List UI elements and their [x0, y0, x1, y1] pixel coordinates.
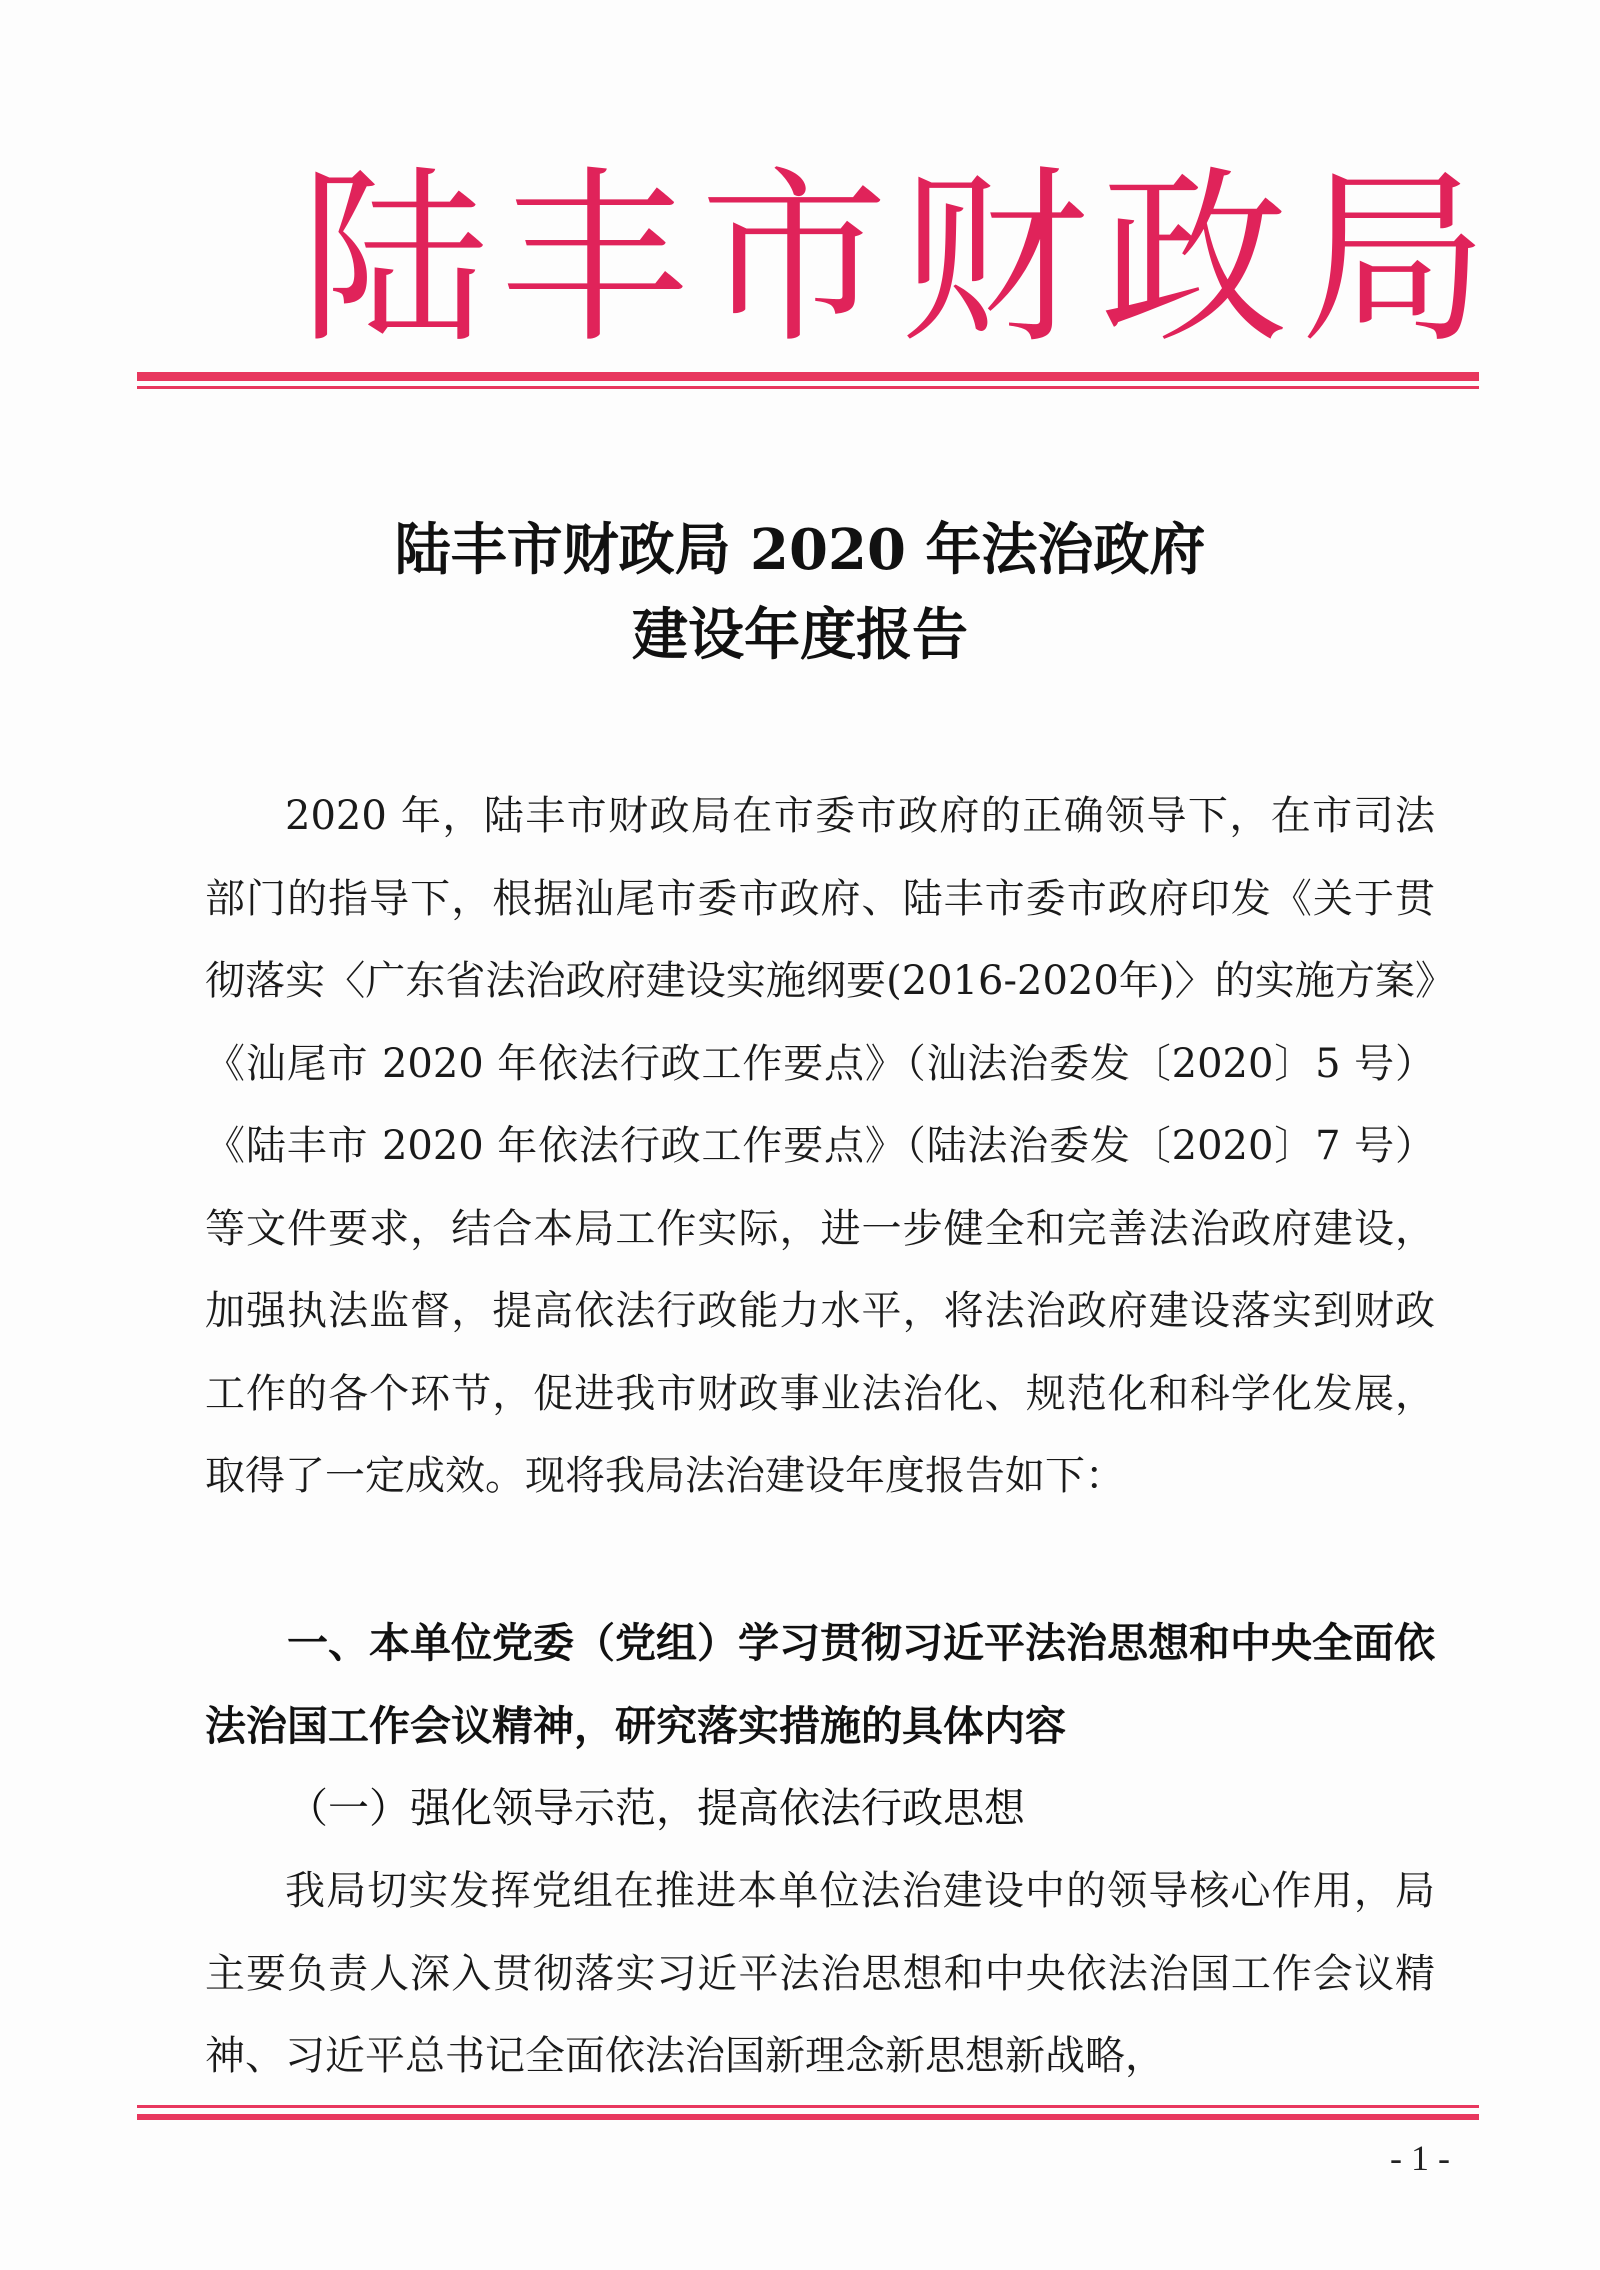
- subsection-heading-1: （一）强化领导示范，提高依法行政思想: [287, 1784, 1025, 1832]
- document-title-line2: 建设年度报告: [632, 602, 968, 668]
- header-red-rule: [137, 372, 1479, 381]
- masthead-authority-name: 陆丰市财政局: [300, 150, 1500, 369]
- footer-red-rule-thin: [137, 2105, 1479, 2108]
- section-heading-1: 一、本单位党委（党组）学习贯彻习近平法治思想和中央全面依法治国工作会议精神，研究落实措施的具体内容: [205, 1619, 1435, 1750]
- subsection-paragraph-1: 我局切实发挥党组在推进本单位法治建设中的领导核心作用，局主要负责人深入贯彻落实习近平法治思想和中央依法治国工作会议精神、习近平总书记全面依法治国新理念新思想新战略，: [205, 1868, 1435, 2079]
- page-number: - 1 -: [1390, 2138, 1450, 2178]
- header-red-rule-thin: [137, 386, 1479, 389]
- document-title-line1: 陆丰市财政局 2020 年法治政府: [394, 517, 1206, 583]
- intro-paragraph: 2020 年，陆丰市财政局在市委市政府的正确领导下，在市司法部门的指导下，根据汕尾市委市政府、陆丰市委市政府印发《关于贯彻落实〈广东省法治政府建设实施纲要(2016-2020年)〉的实施方案》《汕尾市 2020 年依法行政工作要点》（汕法治委发〔2020〕5 号）《陆丰市 2020 年依法行政工作要点》（陆法治委发〔2020〕7 号）等文件要求，结合本局工作实际，进一步健全和完善法治政府建设，加强执法监督，提高依法行政能力水平，将法治政府建设落实到财政工作的各个环节，促进我市财政事业法治化、规范化和科学化发展，取得了一定成效。现将我局法治建设年度报告如下：: [205, 793, 1435, 1499]
- footer-red-rule: [137, 2114, 1479, 2120]
